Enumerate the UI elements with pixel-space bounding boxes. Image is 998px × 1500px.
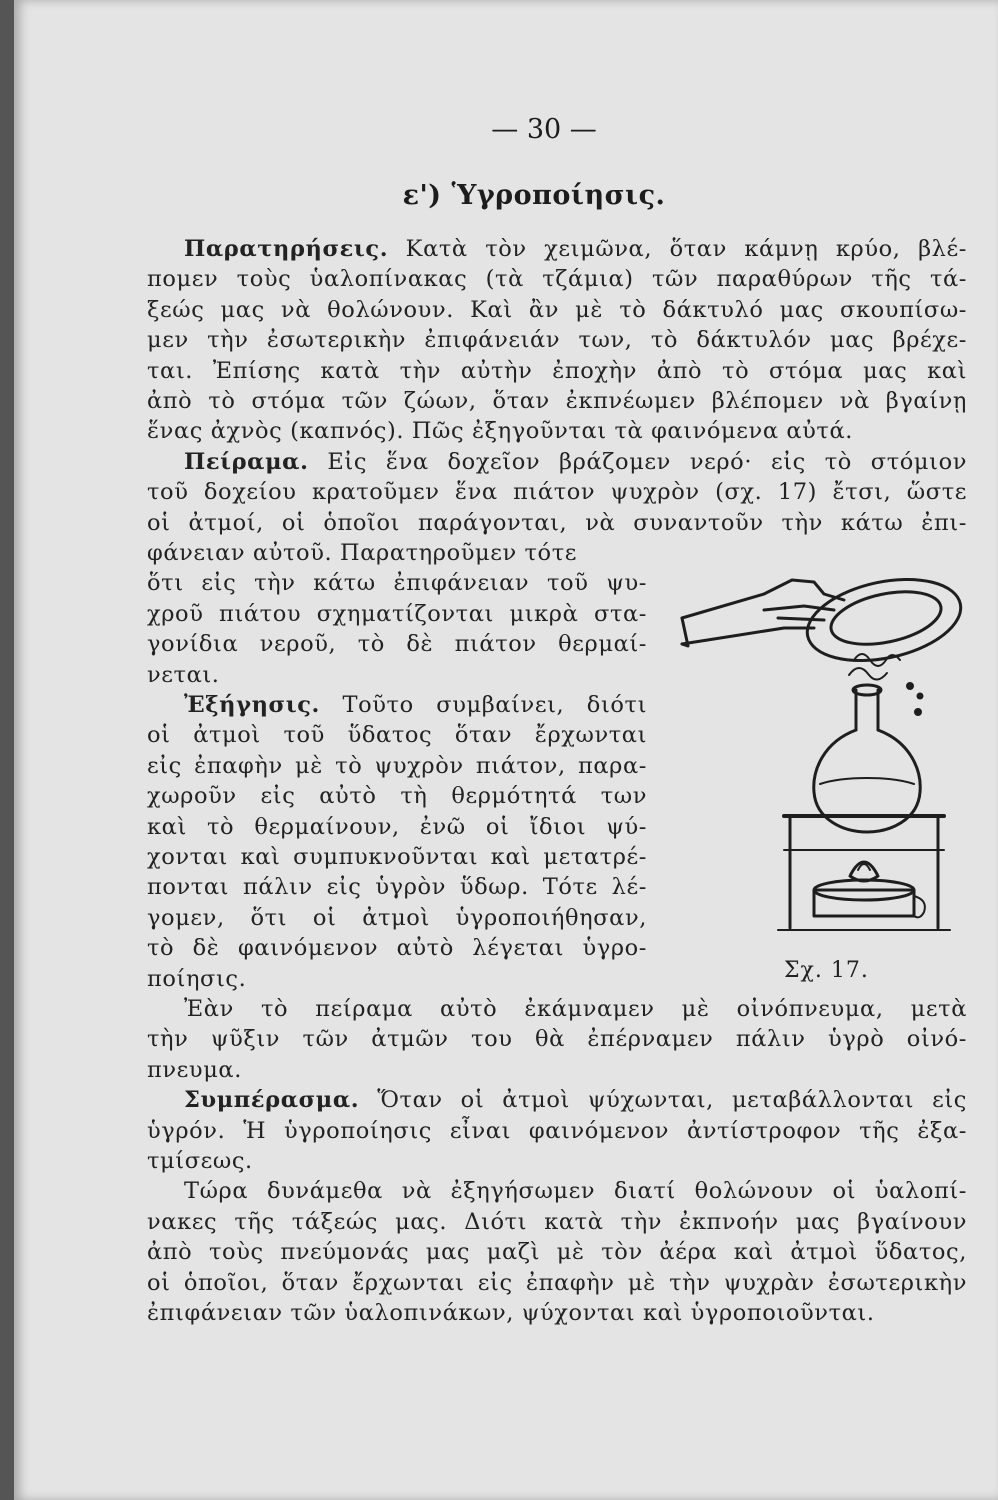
text-line <box>184 993 967 1025</box>
line-text: τὴν ψῦξιν τῶν ἀτμῶν του θὰ ἐπέρναμεν πάλιν ὑγρὸ οἰνό- <box>147 1026 967 1053</box>
text-line <box>147 567 647 599</box>
text-line <box>147 871 647 903</box>
line-text: ἐπιφάνειαν τῶν ὑαλοπινάκων, ψύχονται καὶ ὑγροποιοῦνται. <box>147 1300 875 1326</box>
text-line <box>147 1267 967 1299</box>
line-text: ὅτι εἰς τὴν κάτω ἐπιφάνειαν τοῦ ψυ- <box>147 570 647 597</box>
line-text: γομεν, ὅτι οἱ ἀτμοὶ ὑγροποιήθησαν, <box>147 904 647 931</box>
line-text: ἕνας ἀχνὸς (καπνός). Πῶς ἐξηγοῦνται τὰ φαινόμενα αὐτά. <box>147 418 854 445</box>
paragraph-label: Ἐξήγησις. <box>184 692 320 718</box>
line-text: γονίδια νεροῦ, τὸ δὲ πιάτον θερμαί- <box>147 631 647 658</box>
text-line <box>147 963 647 995</box>
page-number: — 30 — <box>491 114 597 145</box>
line-text: χονται καὶ συμπυκνοῦνται καὶ μετατρέ- <box>147 844 647 870</box>
line-text: ται. Ἐπίσης κατὰ τὴν αὐτὴν ἐποχὴν ἀπὸ τὸ στόμα μας καὶ <box>147 357 967 384</box>
text-line <box>147 1297 967 1329</box>
line-text: οἱ ἀτμοὶ τοῦ ὕδατος ὅταν ἔρχωνται <box>147 722 647 749</box>
paragraph-label: Πείραμα. <box>184 448 309 475</box>
text-line <box>147 1054 967 1086</box>
text-line <box>147 659 647 691</box>
text-line <box>147 537 647 569</box>
text-line <box>147 719 647 751</box>
line-text: τοῦ δοχείου κρατοῦμεν ἕνα πιάτον ψυχρὸν (σχ. 17) ἔτσι, ὥστε <box>147 479 967 506</box>
text-line <box>147 1236 967 1268</box>
text-line <box>147 780 647 812</box>
line-text: νεται. <box>147 661 220 688</box>
line-text: νακες τῆς τάξεώς μας. Διότι κατὰ τὴν ἐκπνοήν μας βγαίνουν <box>147 1208 967 1235</box>
text-line <box>147 1023 967 1055</box>
line-text: καὶ τὸ θερμαίνουν, ἐνῶ οἱ ἴδιοι ψύ- <box>147 813 647 840</box>
text-line <box>147 811 647 843</box>
line-text: τὸ δὲ φαινόμενον αὐτὸ λέγεται ὑγρο- <box>147 935 647 962</box>
line-text: οἱ ἀτμοί, οἱ ὁποῖοι παράγονται, νὰ συναντοῦν τὴν κάτω ἐπι- <box>147 509 967 536</box>
line-text: Τώρα δυνάμεθα νὰ ἐξηγήσωμεν διατί θολώνουν οἱ ὑαλοπί- <box>184 1178 967 1205</box>
text-line <box>147 1115 967 1147</box>
line-text: Κατὰ τὸν χειμῶνα, ὅταν κάμνῃ κρύο, βλέ- <box>388 236 967 262</box>
text-line <box>147 1206 967 1238</box>
text-line <box>184 1084 967 1116</box>
text-line <box>147 324 967 356</box>
text-line <box>184 1175 967 1207</box>
section-title: ε') Ὑγροποίησις. <box>402 180 666 211</box>
line-text: Ἐὰν τὸ πείραμα αὐτὸ ἐκάμναμεν μὲ οἰνόπνευμα, μετὰ <box>184 996 967 1022</box>
text-line <box>147 476 967 508</box>
line-text: χωροῦν εἰς αὐτὸ τὴ θερμότητά των <box>147 783 647 810</box>
line-text: ἀπὸ τὸ στόμα τῶν ζώων, ὅταν ἐκπνέωμεν βλέπομεν νὰ βγαίνῃ <box>147 388 967 414</box>
line-text: ποίησις. <box>147 965 247 992</box>
line-text: ξεώς μας νὰ θολώνουν. Καὶ ἂν μὲ τὸ δάκτυλό μας σκουπίσω- <box>147 296 967 323</box>
line-text: οἱ ὁποῖοι, ὅταν ἔρχωνται εἰς ἐπαφὴν μὲ τὴν ψυχρὰν ἐσωτερικὴν <box>147 1269 967 1296</box>
text-line <box>147 263 967 295</box>
line-text: πνευμα. <box>147 1056 242 1083</box>
text-line <box>147 294 967 326</box>
text-line <box>147 355 967 387</box>
text-line <box>147 385 967 417</box>
text-line <box>147 902 647 934</box>
text-line <box>184 446 967 478</box>
text-line <box>184 689 647 721</box>
text-line <box>147 841 647 873</box>
line-text: πονται πάλιν εἰς ὑγρὸν ὕδωρ. Τότε λέ- <box>147 874 647 901</box>
text-line <box>147 1145 967 1177</box>
text-line <box>147 598 647 630</box>
line-text: εἰς ἐπαφὴν μὲ τὸ ψυχρὸν πιάτον, παρα- <box>147 752 647 779</box>
text-line <box>147 750 647 782</box>
line-text: χροῦ πιάτου σχηματίζονται μικρὰ στα- <box>147 600 647 627</box>
figure-experiment-illustration <box>674 570 974 940</box>
text-line <box>147 628 647 660</box>
line-text: μεν τὴν ἐσωτερικὴν ἐπιφάνειάν των, τὸ δάκτυλόν μας βρέχε- <box>147 327 967 354</box>
line-text: πομεν τοὺς ὑαλοπίνακας (τὰ τζάμια) τῶν παραθύρων τῆς τά- <box>147 266 967 293</box>
paragraph-label: Συμπέρασμα. <box>184 1087 360 1114</box>
line-text: τμίσεως. <box>147 1148 253 1174</box>
line-text: Τοῦτο συμβαίνει, διότι <box>319 692 647 718</box>
text-line <box>184 233 967 265</box>
text-line <box>147 415 967 447</box>
figure-caption: Σχ. 17. <box>784 958 869 983</box>
line-text: Ὅταν οἱ ἀτμοὶ ψύχωνται, μεταβάλλονται εἰς <box>359 1087 967 1114</box>
paragraph-label: Παρατηρήσεις. <box>184 236 389 262</box>
line-text: Εἰς ἕνα δοχεῖον βράζομεν νερό· εἰς τὸ στόμιον <box>308 448 967 475</box>
text-line <box>147 507 967 539</box>
book-page <box>14 0 998 1500</box>
line-text: ἀπὸ τοὺς πνεύμονάς μας μαζὶ μὲ τὸν ἀέρα καὶ ἀτμοὶ ὕδατος, <box>147 1239 967 1266</box>
line-text: φάνειαν αὐτοῦ. Παρατηροῦμεν τότε <box>147 540 578 566</box>
text-line <box>147 932 647 964</box>
line-text: ὑγρόν. Ἡ ὑγροποίησις εἶναι φαινόμενον ἀντίστροφον τῆς ἐξα- <box>147 1117 967 1144</box>
